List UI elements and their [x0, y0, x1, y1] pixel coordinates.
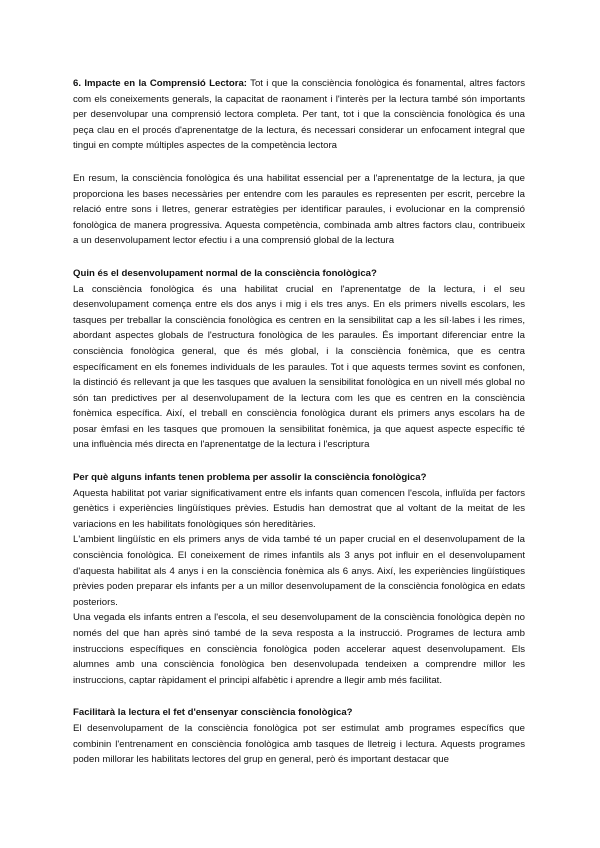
- q3-paragraph: El desenvolupament de la consciència fonològica pot ser estimulat amb programes específics que combinin l'entrenament en consciència fonològica amb tasques de lletreig i lectura. Aquests programes poden millorar les habilitats lectores del grup en general, però és important destacar que: [73, 722, 525, 766]
- q2-paragraph-1: Aquesta habilitat pot variar significativament entre els infants quan comencen l'escola, influïda per factors genètics i experiències lingüístiques prèvies. Estudis han demostrat que al voltant de la meitat de les variacions en les habilitats fonològiques són hereditàries.: [73, 487, 525, 530]
- q3-heading: Facilitarà la lectura el fet d'ensenyar consciència fonològica?: [73, 707, 353, 719]
- document-page: [73, 76, 525, 768]
- summary-paragraph: En resum, la consciència fonològica és una habilitat essencial per a l'aprenentatge de la lectura, ja que proporciona les bases necessàries per entendre com les paraules es representen per escrit, percebre la relació entre sons i lletres, generar estratègies per identificar paraules, i evolucionar en la comprensió fonològica de manera progressiva. Aquesta competència, combinada amb altres factors clau, contribueix a un desenvolupament lector efectiu i a una comprensió global de la lectura: [73, 172, 525, 247]
- section-6-body: Tot i que la consciència fonològica és fonamental, altres factors com els coneixements generals, la capacitat de raonament i l'interès per la lectura també són importants per desenvolupar una comprensió lectora completa. Per tant, tot i que la consciència fonològica és una peça clau en el procés d'aprenentatge de la lectura, és necessari considerar un enfocament integral que tingui en compte múltiples aspectes de la competència lectora: [73, 78, 525, 152]
- section-6-paragraph: [73, 76, 525, 154]
- q2-paragraph-2: L'ambient lingüístic en els primers anys de vida també té un paper crucial en el desenvolupament de la consciència fonològica. El coneixement de rimes infantils als 3 anys pot influir en el desenvolupament d'aquesta habilitat als 4 anys i en la consciència fonèmica als 6 anys. Així, les experiències lingüístiques prèvies poden preparar els infants per a un millor desenvolupament de la consciència fonològica en edats posteriors.: [73, 534, 525, 608]
- q1-heading: Quin és el desenvolupament normal de la consciència fonològica?: [73, 267, 377, 279]
- q2-paragraph-3: Una vegada els infants entren a l'escola, el seu desenvolupament de la consciència fonològica depèn no només del que han après sinó també de la seva resposta a la instrucció. Programes de lectura amb instruccions específiques en consciència fonològica poden accelerar aquest desenvolupament. Els alumnes amb una consciència fonològica ben desenvolupada tendeixen a comprendre millor les instruccions, captar ràpidament el principi alfabètic i aprendre a llegir amb més facilitat.: [73, 612, 525, 686]
- q2-heading: Per què alguns infants tenen problema per assolir la consciència fonològica?: [73, 472, 427, 484]
- q1-paragraph: La consciència fonològica és una habilitat crucial en l'aprenentatge de la lectura, i el seu desenvolupament comença entre els dos anys i mig i els tres anys. En els primers nivells escolars, les tasques per treballar la consciència fonològica es centren en la sensibilitat cap a les síl·labes i les rimes, abordant aspectes globals de l'estructura fonològica de les paraules. És important diferenciar entre la consciència fonològica general, que és més global, i la consciència fonèmica, que es centra específicament en els fonemes individuals de les paraules. Tot i que aquests termes sovint es confonen, la distinció és rellevant ja que les tasques que avaluen la sensibilitat fonològica en un nivell més global no són tan predictives per al desenvolupament de la lectura com les que es centren en la consciència fonèmica específica. Així, el treball en consciència fonològica durant els primers anys escolars ha de posar èmfasi en les tasques que promouen la sensibilitat fonèmica, ja que aquest aspecte específic té una influència més directa en l'aprenentatge de la lectura i l'escriptura: [73, 283, 525, 451]
- section-6-title: 6. Impacte en la Comprensió Lectora:: [73, 78, 247, 89]
